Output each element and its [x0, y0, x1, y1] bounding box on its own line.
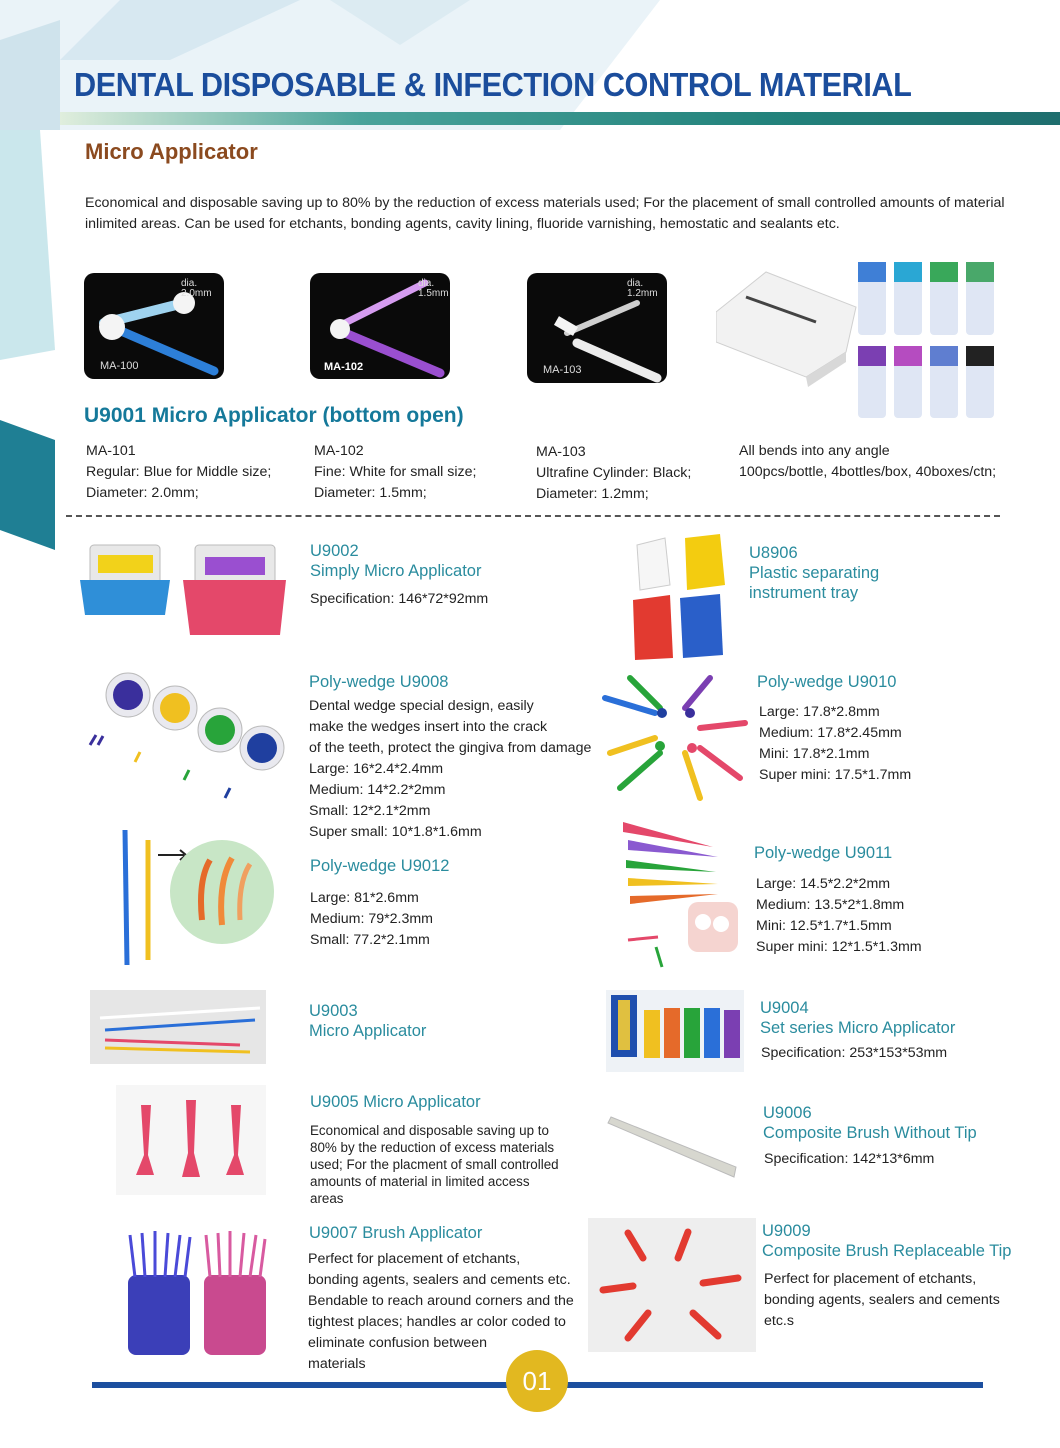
text-line: Dental wedge special design, easily [309, 698, 534, 714]
u9011-photo [618, 812, 748, 970]
text-line: tightest places; handles ar color coded to [308, 1314, 566, 1330]
u9003-title [309, 1001, 426, 1041]
text-line: Perfect for placement of etchants, [764, 1271, 977, 1287]
spec-line: All bends into any angle [739, 443, 890, 459]
u9008-title: Poly-wedge U9008 [309, 673, 449, 691]
page-title: DENTAL DISPOSABLE & INFECTION CONTROL MATERIAL [74, 66, 912, 103]
u9001-spec-packing [739, 441, 996, 483]
u9010-photo [600, 668, 750, 804]
u9006-spec: Specification: 142*13*6mm [764, 1151, 935, 1167]
text-line: of the teeth, protect the gingiva from damage [309, 740, 592, 756]
model-label: MA-100 [100, 360, 139, 372]
dia-label: dia. [181, 278, 198, 289]
u9001-spec-ma101 [86, 441, 271, 504]
product-name: Set series Micro Applicator [760, 1019, 956, 1037]
dia-label: dia. [627, 278, 644, 289]
u9007-photo [120, 1225, 272, 1361]
text-line: Small: 77.2*2.1mm [310, 932, 430, 948]
u9009-description [764, 1269, 1000, 1332]
dia-value: 1.2mm [627, 288, 658, 299]
text-line: Large: 81*2.6mm [310, 890, 419, 906]
text-line: make the wedges insert into the crack [309, 719, 548, 735]
product-code: U8906 [749, 544, 798, 562]
u9002-title [310, 541, 481, 581]
applicator-bottles-photo [716, 262, 1000, 420]
text-line: Mini: 17.8*2.1mm [759, 746, 870, 762]
text-line: Super mini: 17.5*1.7mm [759, 767, 912, 783]
u8906-title [749, 543, 879, 603]
text-line: etc.s [764, 1313, 794, 1329]
text-line: Super mini: 12*1.5*1.3mm [756, 939, 922, 955]
u9002-spec: Specification: 146*72*92mm [310, 591, 489, 607]
u9010-title: Poly-wedge U9010 [757, 673, 897, 691]
spec-line: Ultrafine Cylinder: Black; [536, 465, 692, 481]
left-edge-decoration [0, 130, 60, 560]
text-line: Medium: 79*2.3mm [310, 911, 434, 927]
section-divider [66, 515, 1000, 517]
model-label: MA-102 [324, 361, 364, 373]
product-code: U9009 [762, 1222, 811, 1240]
dia-value: 2.0mm [181, 288, 212, 299]
ma-102-photo [310, 273, 450, 379]
text-line: 80% by the reduction of excess materials [310, 1140, 555, 1155]
u9005-title: U9005 Micro Applicator [310, 1093, 481, 1111]
text-line: Perfect for placement of etchants, [308, 1251, 521, 1267]
spec-line: MA-103 [536, 444, 586, 460]
dia-value: 1.5mm [418, 288, 449, 299]
product-code: U9002 [310, 542, 359, 560]
u9005-photo [116, 1085, 266, 1195]
u9011-title: Poly-wedge U9011 [754, 844, 893, 862]
spec-line: Diameter: 1.5mm; [314, 485, 427, 501]
section-title: Micro Applicator [85, 139, 258, 164]
product-code: U9004 [760, 999, 809, 1017]
u9001-spec-ma103 [536, 442, 691, 505]
product-name: Micro Applicator [309, 1022, 427, 1040]
u9002-photo [80, 535, 286, 641]
text-line: materials [308, 1356, 366, 1372]
spec-line: 100pcs/bottle, 4bottles/box, 40boxes/ctn; [739, 464, 997, 480]
spec-line: MA-102 [314, 443, 364, 459]
product-code: U9006 [763, 1104, 812, 1122]
text-line: used; For the placment of small controlled [310, 1157, 559, 1172]
u9012-photo [100, 820, 280, 968]
spec-line: MA-101 [86, 443, 136, 459]
text-line: bonding agents, sealers and cements etc. [308, 1272, 571, 1288]
u9008-photo [80, 670, 295, 805]
u9004-spec: Specification: 253*153*53mm [761, 1045, 948, 1061]
text-line: Small: 12*2.1*2mm [309, 803, 431, 819]
u9005-description [310, 1122, 559, 1207]
u9012-title: Poly-wedge U9012 [310, 857, 450, 875]
u8906-photo [625, 530, 735, 664]
text-line: Medium: 13.5*2*1.8mm [756, 897, 905, 913]
spec-line: Fine: White for small size; [314, 464, 477, 480]
u9011-specs [756, 874, 922, 958]
model-label: MA-103 [543, 364, 582, 376]
u9012-specs [310, 888, 433, 951]
text-line: Medium: 17.8*2.45mm [759, 725, 902, 741]
u9006-photo [606, 1105, 744, 1185]
u9003-photo [90, 990, 266, 1064]
u9001-title: U9001 Micro Applicator (bottom open) [84, 404, 464, 427]
u9006-title [763, 1103, 977, 1143]
spec-line: Regular: Blue for Middle size; [86, 464, 272, 480]
header-background [0, 0, 1060, 130]
product-name: Plastic separating [749, 564, 880, 582]
u9007-title: U9007 Brush Applicator [309, 1224, 483, 1242]
product-name-cont: instrument tray [749, 584, 859, 602]
text-line: amounts of material in limited access [310, 1174, 530, 1189]
section-intro: Economical and disposable saving up to 80% by the reduction of excess materials used; For the placement of small controlled amounts of material inlimited areas. Can be used for etchants, bonding agents, cavity lining, fluoride varnishing, hemostatic and sealants etc. [85, 195, 1005, 232]
u9004-title [760, 998, 955, 1038]
page-number: 01 [506, 1350, 568, 1412]
spec-line: Diameter: 1.2mm; [536, 486, 649, 502]
ma-100-photo [84, 273, 224, 379]
text-line: Large: 17.8*2.8mm [759, 704, 880, 720]
u9010-specs [759, 702, 911, 786]
ma-103-photo [527, 273, 667, 383]
text-line: Super small: 10*1.8*1.6mm [309, 824, 482, 840]
text-line: Mini: 12.5*1.7*1.5mm [756, 918, 892, 934]
text-line: bonding agents, sealers and cements [764, 1292, 1000, 1308]
text-line: Medium: 14*2.2*2mm [309, 782, 446, 798]
u9009-title [762, 1221, 1011, 1261]
text-line: Economical and disposable saving up to [310, 1123, 549, 1138]
product-code: U9003 [309, 1002, 358, 1020]
text-line: areas [310, 1191, 344, 1206]
dia-label: dia. [418, 278, 435, 289]
u9008-description [309, 696, 591, 843]
u9009-photo [588, 1218, 756, 1352]
product-name: Simply Micro Applicator [310, 562, 482, 580]
text-line: Large: 14.5*2.2*2mm [756, 876, 891, 892]
text-line: Bendable to reach around corners and the [308, 1293, 574, 1309]
product-name: Composite Brush Without Tip [763, 1124, 977, 1142]
text-line: Large: 16*2.4*2.4mm [309, 761, 444, 777]
u9004-photo [606, 990, 744, 1072]
spec-line: Diameter: 2.0mm; [86, 485, 199, 501]
text-line: eliminate confusion between [308, 1335, 488, 1351]
title-underline-bar [60, 112, 1060, 125]
u9001-spec-ma102 [314, 441, 476, 504]
product-name: Composite Brush Replaceable Tip [762, 1242, 1012, 1260]
